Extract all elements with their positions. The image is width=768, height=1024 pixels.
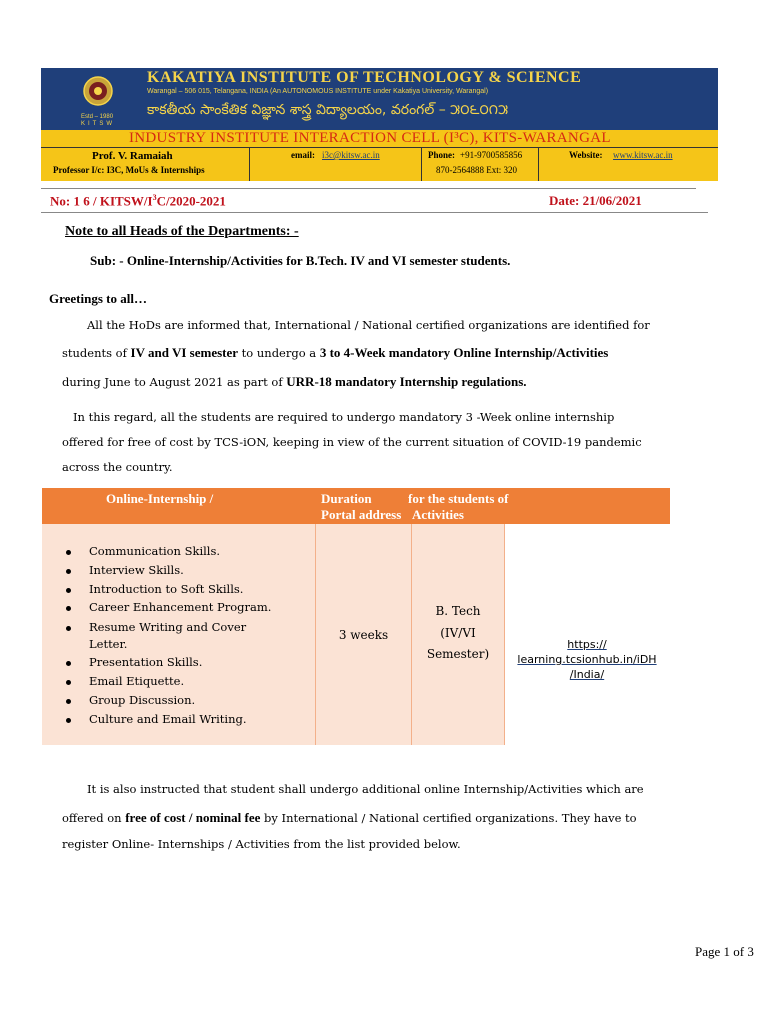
students-line3: Semester) [426, 647, 490, 661]
header-col2a: Duration [321, 491, 372, 506]
professor-name: Prof. V. Ramaiah [92, 150, 173, 162]
header-col2b: Portal address [321, 507, 402, 522]
list-item: Letter. [89, 637, 128, 651]
para2-line3: across the country. [62, 460, 173, 474]
header-col3b: Activities [412, 507, 464, 522]
list-item: Email Etiquette. [89, 674, 185, 688]
portal-link[interactable] [504, 638, 670, 681]
list-item: Career Enhancement Program. [89, 600, 272, 614]
para1-bold: URR-18 mandatory Internship regulations. [286, 374, 527, 389]
bullet-icon [66, 661, 71, 666]
institute-name: KAKATIYA INSTITUTE OF TECHNOLOGY & SCIENCE [147, 69, 582, 86]
letter-date: Date: 21/06/2021 [549, 193, 642, 208]
website-label: Website: [569, 150, 603, 160]
list-item: Introduction to Soft Skills. [89, 582, 244, 596]
bullet-icon [66, 588, 71, 593]
reference-prefix: No: 1 6 / KITSW/I [50, 193, 153, 209]
para1-text: students of [62, 346, 131, 360]
para3-text: offered on [62, 811, 126, 825]
subject-line: Sub: - Online-Internship/Activities for B.Tech. IV and VI semester students. [90, 253, 511, 268]
para3-bold: free of cost / nominal fee [125, 810, 261, 825]
list-item: Interview Skills. [89, 563, 184, 577]
para1-line2 [62, 345, 608, 361]
para3-text: by International / National certified organizations. They have to [260, 811, 637, 825]
bullet-icon [66, 606, 71, 611]
portal-line1: https:// [567, 638, 607, 651]
students-line1: B. Tech [435, 604, 481, 618]
institute-address: Warangal – 506 015, Telangana, INDIA (An AUTONOMOUS INSTITUTE under Kakatiya University, Warangal) [147, 88, 489, 95]
students-line2: (IV/VI [440, 626, 476, 640]
portal-cell [504, 524, 671, 745]
email-label: email: [291, 150, 315, 160]
cell-title: INDUSTRY INSTITUTE INTERACTION CELL (I³C), KITS-WARANGAL [129, 130, 611, 146]
contact-divider [538, 148, 539, 181]
para1-text: to undergo a [238, 346, 320, 360]
page-number: Page 1 of 3 [695, 944, 754, 959]
institute-name-telugu: కాకతీయ సాంకేతిక విజ్ఞాన శాస్త్ర విద్యాలయం, వరంగల్ – ౫౦౬౦౧౫ [147, 102, 509, 118]
divider [41, 212, 708, 213]
para2-line2: offered for free of cost by TCS-iON, keeping in view of the current situation of COVID-19 pandemic [62, 435, 642, 449]
list-item: Communication Skills. [89, 544, 221, 558]
contact-divider [249, 148, 250, 181]
para1-line1: All the HoDs are informed that, International / National certified organizations are identified for [87, 318, 650, 332]
greeting: Greetings to all… [49, 291, 147, 306]
header-col3a: for the students of [408, 491, 509, 506]
bullet-icon [66, 550, 71, 555]
short-name: KITSW [81, 121, 115, 127]
letterhead-banner [41, 68, 718, 180]
email-link[interactable]: i3c@kitsw.ac.in [322, 150, 380, 160]
bullet-icon [66, 699, 71, 704]
internship-table [42, 488, 670, 745]
portal-line2: learning.tcsionhub.in/iDH [517, 653, 657, 666]
bullet-icon [66, 626, 71, 631]
list-item: Resume Writing and Cover [89, 620, 247, 634]
para2-line1: In this regard, all the students are required to undergo mandatory 3 -Week online internship [73, 410, 615, 424]
estd-text: Estd – 1980 [81, 114, 114, 120]
para3-line1: It is also instructed that student shall undergo additional online Internship/Activities which are [87, 782, 644, 796]
portal-line3: /India/ [569, 668, 605, 681]
header-col1: Online-Internship / [106, 491, 214, 506]
bullet-icon [66, 569, 71, 574]
letterhead-top [41, 68, 718, 130]
note-heading: Note to all Heads of the Departments: - [65, 224, 299, 239]
duration-value: 3 weeks [338, 628, 389, 642]
reference-number [50, 193, 226, 209]
phone-2: 870-2564888 Ext: 320 [436, 165, 517, 175]
para1-bold: IV and VI semester [130, 345, 239, 360]
para3-line2 [62, 810, 637, 826]
list-item: Group Discussion. [89, 693, 196, 707]
phone-label: Phone: [428, 150, 455, 160]
para1-text: during June to August 2021 as part of [62, 375, 287, 389]
divider [41, 188, 696, 189]
professor-role: Professor I/c: I3C, MoUs & Internships [53, 165, 205, 175]
list-item: Culture and Email Writing. [89, 712, 247, 726]
contact-row [41, 147, 718, 181]
bullet-icon [66, 718, 71, 723]
para3-line3: register Online- Internships / Activities from the list provided below. [62, 837, 461, 851]
website-link[interactable]: www.kitsw.ac.in [613, 150, 673, 160]
list-item: Presentation Skills. [89, 655, 203, 669]
reference-suffix: C/2020-2021 [156, 193, 226, 209]
para1-line3 [62, 374, 527, 390]
reference-sup: 3 [152, 193, 157, 202]
phone-1: +91-9700585856 [460, 150, 523, 160]
para1-bold: 3 to 4-Week mandatory Online Internship/Activities [319, 345, 609, 360]
bullet-icon [66, 680, 71, 685]
contact-divider [421, 148, 422, 181]
